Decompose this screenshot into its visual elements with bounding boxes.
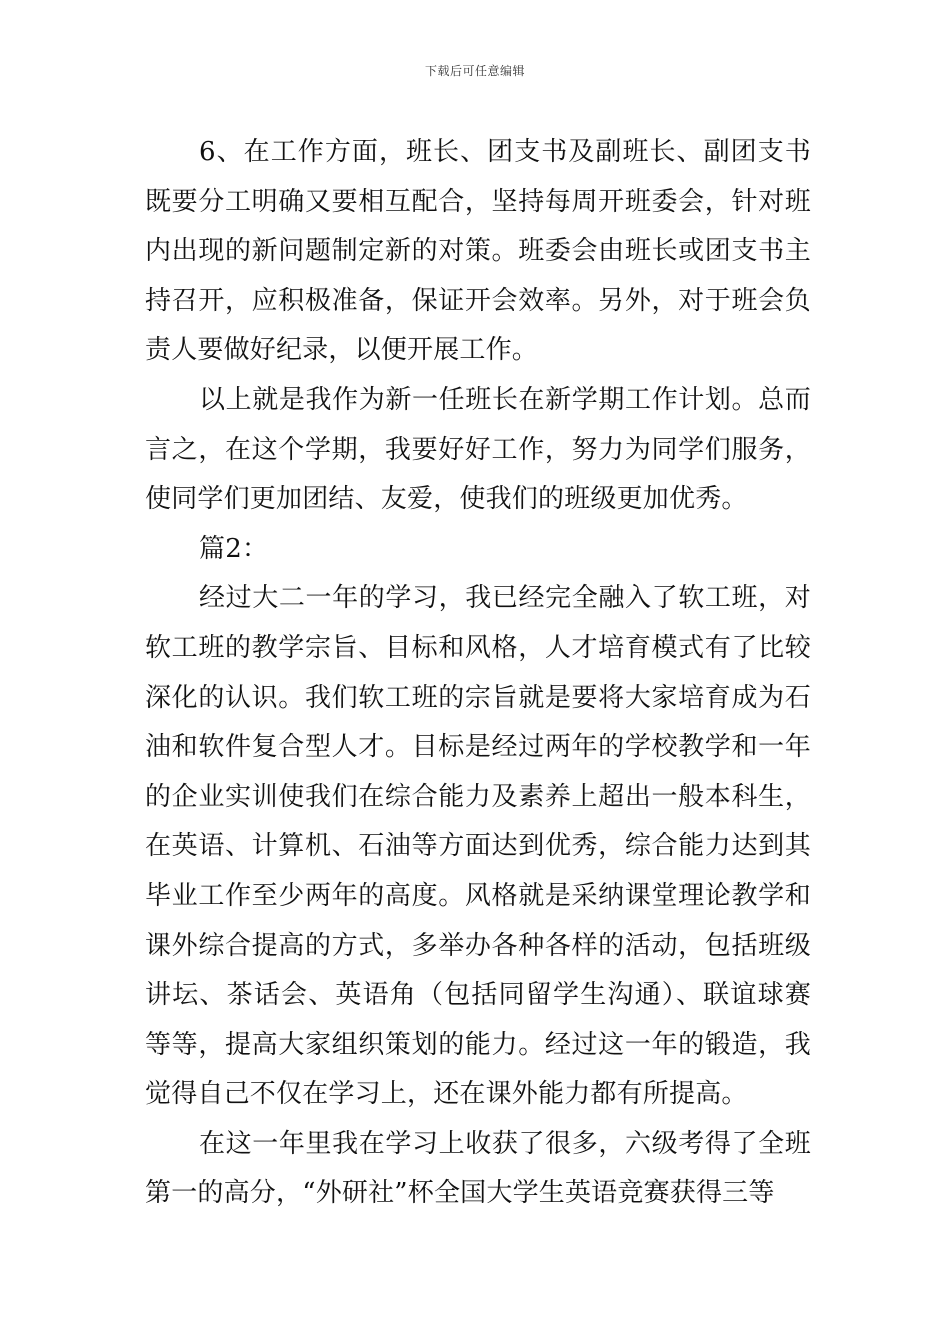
document-body <box>145 128 811 1219</box>
paragraph-achievements: 在这一年里我在学习上收获了很多，六级考得了全班第一的高分，“外研社”杯全国大学生英语竞赛获得三等 <box>145 1128 811 1209</box>
section-heading-part-2: 篇2： <box>199 533 269 564</box>
page-header: 下载后可任意编辑 <box>424 64 525 78</box>
paragraph-class-overview: 经过大二一年的学习，我已经完全融入了软工班，对软工班的教学宗旨、目标和风格，人才培育模式有了比较深化的认识。我们软工班的宗旨就是要将大家培育成为石油和软件复合型人才。目标是经过两年的学校教学和一年的企业实训使我们在综合能力及素养上超出一般本科生，在英语、计算机、石油等方面达到优秀，综合能力达到其毕业工作至少两年的高度。风格就是采纳课堂理论教学和课外综合提高的方式，多举办各种各样的活动，包括班级讲坛、茶话会、英语角（包括同留学生沟通）、联谊球赛等等，提高大家组织策划的能力。经过这一年的锻造，我觉得自己不仅在学习上，还在课外能力都有所提高。 <box>145 583 811 1110</box>
paragraph-work-duties: 6、在工作方面，班长、团支书及副班长、副团支书既要分工明确又要相互配合，坚持每周开班委会，针对班内出现的新问题制定新的对策。班委会由班长或团支书主持召开，应积极准备，保证开会效率。另外，对于班会负责人要做好纪录，以便开展工作。 <box>145 137 811 366</box>
paragraph-conclusion: 以上就是我作为新一任班长在新学期工作计划。总而言之，在这个学期，我要好好工作，努力为同学们服务，使同学们更加团结、友爱，使我们的班级更加优秀。 <box>145 384 811 515</box>
